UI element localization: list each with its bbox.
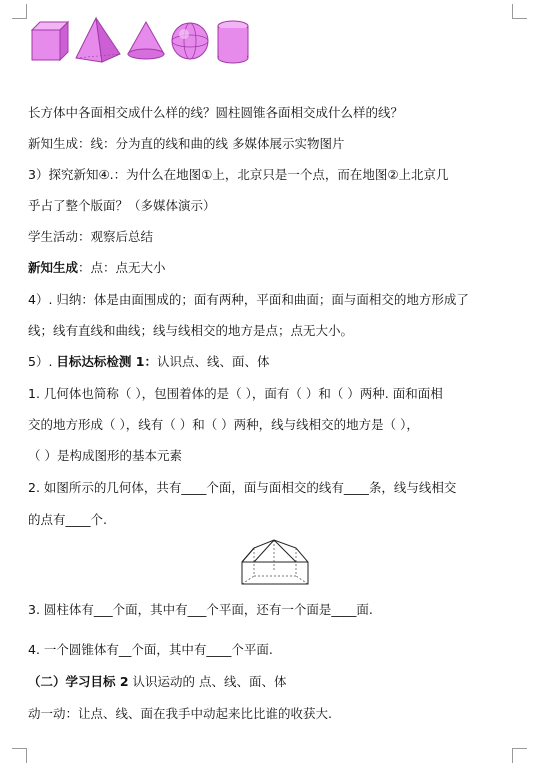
- solid-shapes-illustration: [28, 16, 258, 66]
- exercise-1-line-1: 1. 几何体也简称（ ），包围着体的是（ ），面有（ ）和（ ）两种. 面和面相: [28, 386, 443, 401]
- explore-point-line-2: 乎占了整个版面？（多媒体演示）: [28, 198, 216, 213]
- target-check-label: 目标达标检测 1：: [56, 354, 157, 369]
- exercise-2-line-1: 2. 如图所示的几何体，共有____个面，面与面相交的线有____条，线与线相交: [28, 480, 457, 495]
- target-check-text: 认识点、线、面、体: [156, 354, 270, 369]
- explore-point-line-1: 3）探究新知④.：为什么在地图①上，北京只是一个点，而在地图②上北京几: [28, 167, 449, 182]
- exercise-1-line-3: （ ）是构成图形的基本元素: [28, 448, 182, 463]
- new-knowledge-lines: 新知生成：线：分为直的线和曲的线 多媒体展示实物图片: [28, 136, 345, 151]
- target-check-heading: [28, 354, 269, 370]
- corner-mark-top-right: [512, 4, 527, 19]
- corner-mark-bottom-left: [12, 748, 27, 763]
- cone-figure: [128, 22, 164, 59]
- new-knowledge-points: [28, 260, 166, 276]
- pentagonal-prism-figure: [234, 536, 316, 592]
- sphere-figure: [172, 23, 208, 59]
- summary-line-1: 4）. 归纳：体是由面围成的；面有两种，平面和曲面；面与面相交的地方形成了: [28, 292, 469, 307]
- learning-goal-2-label: （二）学习目标 2: [28, 674, 129, 689]
- corner-mark-bottom-right: [512, 748, 527, 763]
- cylinder-figure: [218, 21, 248, 63]
- exercise-4: 4. 一个圆锥体有__个面，其中有____个平面.: [28, 642, 273, 657]
- question-line-edges: 长方体中各面相交成什么样的线？圆柱圆锥各面相交成什么样的线？: [28, 105, 404, 120]
- corner-mark-top-left: [12, 4, 27, 19]
- exercise-1-line-2: 交的地方形成（ ），线有（ ）和（ ）两种，线与线相交的地方是（ ），: [28, 417, 419, 432]
- pyramid-figure: [76, 18, 120, 62]
- activity-move: 动一动：让点、线、面在我手中动起来比比谁的收获大.: [28, 706, 332, 721]
- summary-line-2: 线；线有直线和曲线；线与线相交的地方是点；点无大小。: [28, 323, 354, 338]
- target-check-number: 5）.: [28, 354, 57, 369]
- student-activity: 学生活动：观察后总结: [28, 229, 154, 244]
- exercise-3: 3. 圆柱体有___个面，其中有___个平面，还有一个面是____面.: [28, 602, 373, 617]
- new-knowledge-points-text: ：点：点无大小: [78, 260, 166, 275]
- new-knowledge-label: 新知生成: [28, 260, 79, 275]
- exercise-2-line-2: 的点有____个.: [28, 512, 107, 527]
- learning-goal-2-text: 认识运动的 点、线、面、体: [128, 674, 287, 689]
- cube-figure: [32, 22, 68, 60]
- learning-goal-2: [28, 674, 287, 690]
